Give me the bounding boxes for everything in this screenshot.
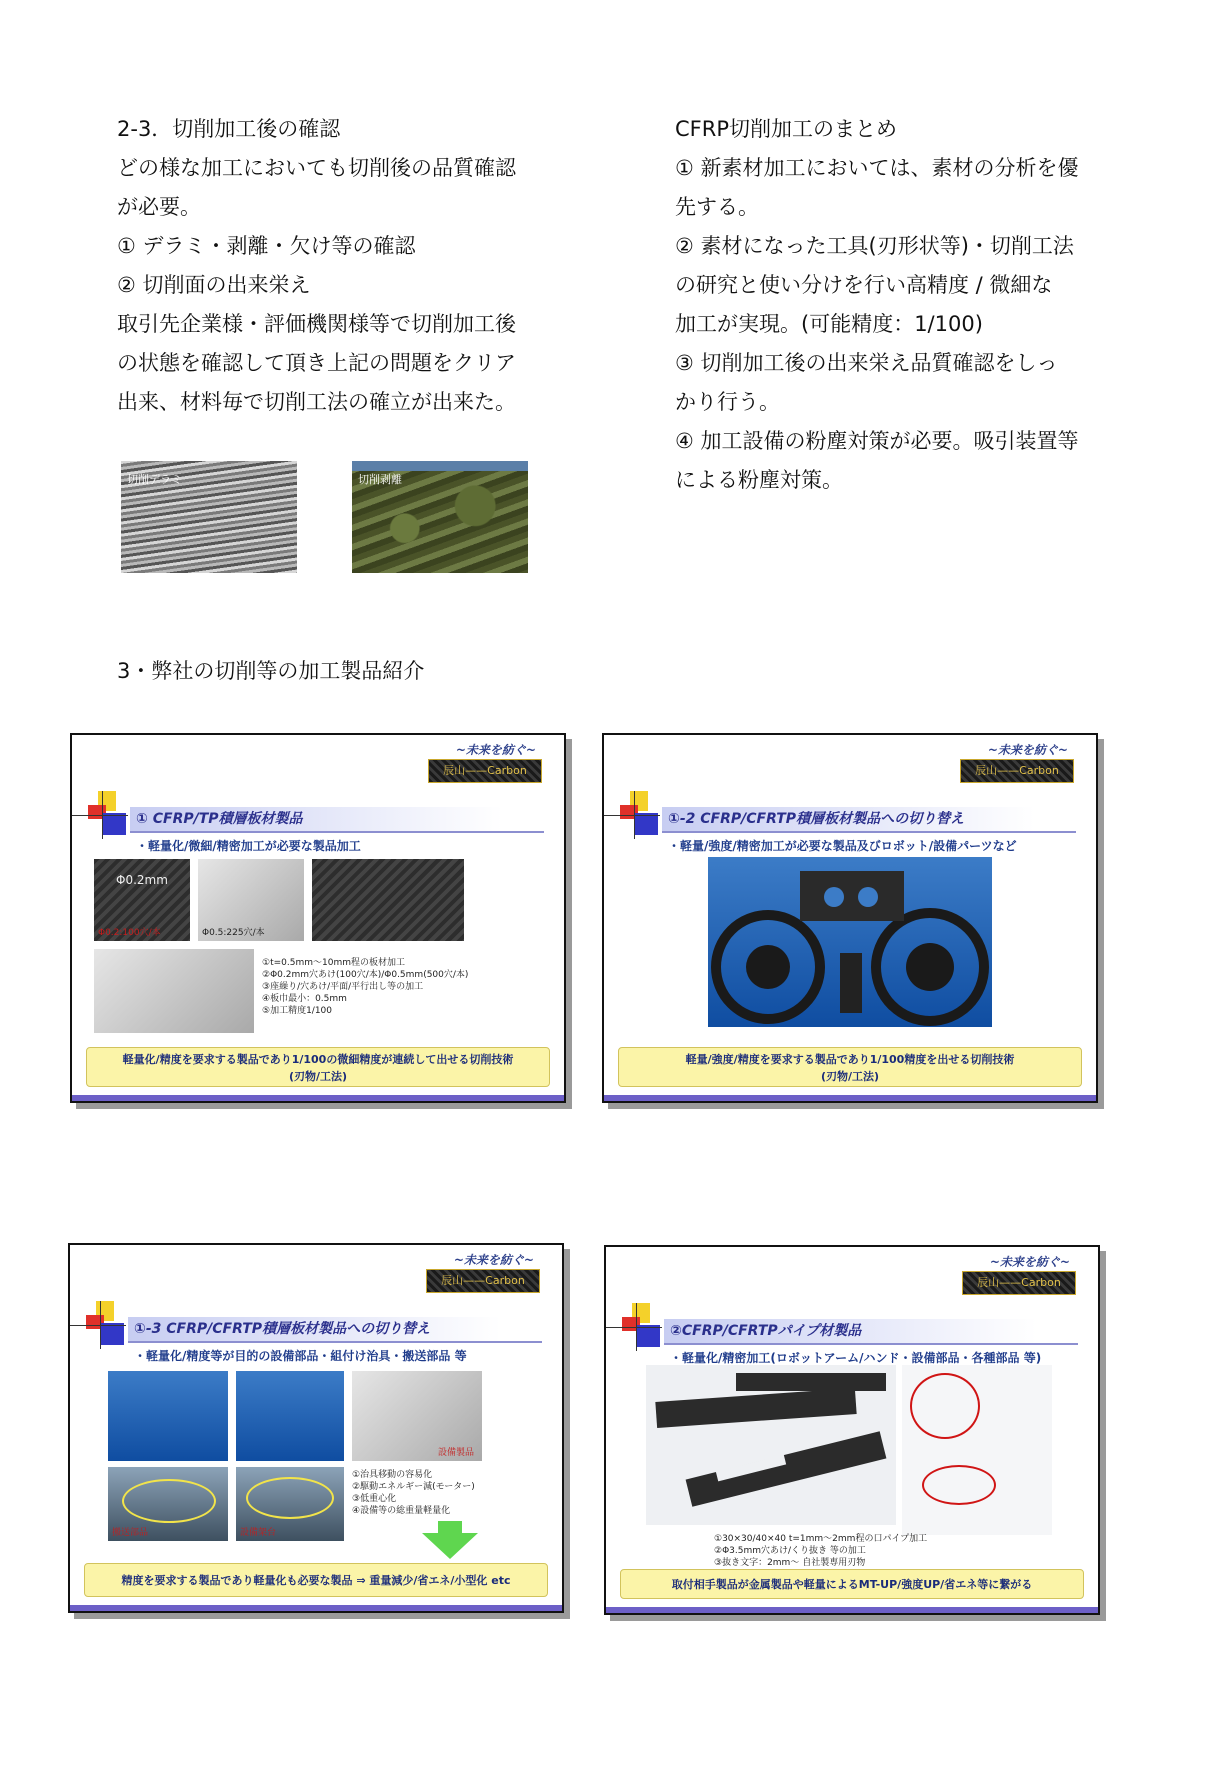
- decor-squares-icon: [72, 791, 128, 839]
- text-line: の研究と使い分けを行い高精度 / 微細な: [675, 273, 1053, 297]
- down-arrow-icon: [438, 1521, 462, 1533]
- slide-subtitle: ・軽量/強度/精密加工が必要な製品及びロボット/設備パーツなど: [668, 839, 1017, 853]
- slide-bottom-bar: [606, 1607, 1098, 1613]
- slide-bottom-bar: [604, 1095, 1096, 1101]
- slide-subtitle: ・軽量化/精度等が目的の設備部品・組付け治具・搬送部品 等: [134, 1349, 467, 1363]
- slide-title: ①-3 CFRP/CFRTP積層板材製品への切り替え: [128, 1317, 542, 1343]
- transport-part-photo: 搬送部品: [108, 1467, 228, 1541]
- slide-bottom-bar: [70, 1605, 562, 1611]
- text-line: 出来、材料毎で切削工法の確立が出来た。: [117, 390, 516, 414]
- section-heading-2-3: 2-3．切削加工後の確認: [117, 117, 341, 141]
- equipment-frame-photo: 設備架台: [236, 1467, 344, 1541]
- robot-parts-photo: [708, 857, 992, 1027]
- slide-title: ①-2 CFRP/CFRTP積層板材製品への切り替え: [662, 807, 1076, 833]
- text-line: ② 素材になった工具(刃形状等)・切削工法: [675, 234, 1074, 258]
- down-arrow-head-icon: [422, 1533, 478, 1559]
- decor-squares-icon: [70, 1301, 126, 1349]
- slide-bottom-bar: [72, 1095, 564, 1101]
- slide-footer: 軽量/強度/精度を要求する製品であり1/100精度を出せる切削技術 (刃物/工法): [618, 1047, 1082, 1087]
- micro-hole-plate-photo: Φ0.5:225穴/本: [198, 859, 304, 941]
- company-logo: 辰山——Carbon: [960, 759, 1074, 783]
- slide-tagline: ~未来を紡ぐ~: [455, 743, 536, 757]
- slide-footer: 精度を要求する製品であり軽量化も必要な製品 ⇒ 重量減少/省エネ/小型化 etc: [84, 1563, 548, 1597]
- decor-squares-icon: [604, 791, 660, 839]
- text-line: ④ 加工設備の粉塵対策が必要。吸引装置等: [675, 429, 1079, 453]
- pipe-parts-illustration: [646, 1365, 896, 1525]
- text-line: ③ 切削加工後の出来栄え品質確認をしっ: [675, 351, 1058, 375]
- company-logo: 辰山——Carbon: [962, 1271, 1076, 1295]
- slide-tagline: ~未来を紡ぐ~: [989, 1255, 1070, 1269]
- jig-blocks-photo: [236, 1371, 344, 1461]
- peeling-photo: [352, 461, 528, 573]
- equipment-part-photo: 設備製品: [352, 1371, 482, 1461]
- company-logo: 辰山——Carbon: [426, 1269, 540, 1293]
- slide-footer: 取付相手製品が金属製品や軽量によるMT-UP/強度UP/省エネ等に繋がる: [620, 1569, 1084, 1599]
- text-line: どの様な加工においても切削後の品質確認: [117, 156, 516, 180]
- slide-subtitle: ・軽量化/微細/精密加工が必要な製品加工: [136, 839, 361, 853]
- section-heading-3: 3・弊社の切削等の加工製品紹介: [117, 659, 425, 683]
- slide-pipe-products: [604, 1245, 1100, 1615]
- text-line: ② 切削面の出来栄え: [117, 273, 311, 297]
- slide-notes: ①30×30/40×40 t=1mm～2mm程の口パイプ加工 ②Φ3.5mm穴あけ/くり抜き 等の加工 ③抜き文字：2mm～ 自社製専用刃物: [714, 1534, 928, 1568]
- decor-squares-icon: [606, 1303, 662, 1351]
- photo-caption: 切削剥離: [358, 473, 402, 486]
- pipe-parts-photo: [646, 1365, 896, 1525]
- slide-tagline: ~未来を紡ぐ~: [453, 1253, 534, 1267]
- delamination-photo: [121, 461, 297, 573]
- slide-title: ②CFRP/CFRTPパイプ材製品: [664, 1319, 1078, 1345]
- text-line: かり行う。: [675, 390, 780, 414]
- left-text-column: [117, 110, 587, 422]
- text-line: ① 新素材加工においては、素材の分析を優: [675, 156, 1079, 180]
- perforated-plate-photo: Φ0.2mm Φ0.2:100穴/本: [94, 859, 190, 941]
- slide-cfrp-tp-plate: [70, 733, 566, 1103]
- slide-notes: ①t=0.5mm～10mm程の板材加工 ②Φ0.2mm穴あけ(100穴/本)/Φ0.5mm(500穴/本) ③座繰り/穴あけ/平面/平行出し等の加工 ④板巾最小：0.5mm ⑤加工精度1/100: [262, 958, 469, 1016]
- gear-parts-photo: [94, 949, 254, 1033]
- text-line: 先する。: [675, 195, 759, 219]
- text-line: 加工が実現。(可能精度：1/100): [675, 312, 983, 336]
- jig-plate-photo: [108, 1371, 228, 1461]
- slide-footer: 軽量化/精度を要求する製品であり1/100の微細精度が連続して出せる切削技術 (刃物/工法): [86, 1047, 550, 1087]
- photo-caption: 切削デラミ: [127, 473, 182, 486]
- text-line: の状態を確認して頂き上記の問題をクリア: [117, 351, 516, 375]
- slide-tagline: ~未来を紡ぐ~: [987, 743, 1068, 757]
- highlight-circle-icon: [922, 1465, 996, 1505]
- robot-parts-illustration: [708, 857, 992, 1027]
- text-line: 取引先企業様・評価機関様等で切削加工後: [117, 312, 516, 336]
- robot-arm-photo: [902, 1365, 1052, 1535]
- slide-title: ① CFRP/TP積層板材製品: [130, 807, 544, 833]
- text-line: による粉塵対策。: [675, 468, 843, 492]
- company-logo: 辰山——Carbon: [428, 759, 542, 783]
- highlight-circle-icon: [910, 1373, 980, 1439]
- text-line: が必要。: [117, 195, 201, 219]
- summary-heading: CFRP切削加工のまとめ: [675, 117, 897, 141]
- slide-cfrp-cfrtp-switch: [602, 733, 1098, 1103]
- cut-parts-photo: [312, 859, 464, 941]
- slide-notes: ①治具移動の容易化 ②駆動エネルギー減(モーター) ③低重心化 ④設備等の総重量軽量化: [352, 1470, 475, 1516]
- slide-equipment-parts: [68, 1243, 564, 1613]
- right-text-column: [675, 110, 1145, 500]
- text-line: ① デラミ・剥離・欠け等の確認: [117, 234, 416, 258]
- slide-subtitle: ・軽量化/精密加工(ロボットアーム/ハンド・設備部品・各種部品 等): [670, 1351, 1042, 1365]
